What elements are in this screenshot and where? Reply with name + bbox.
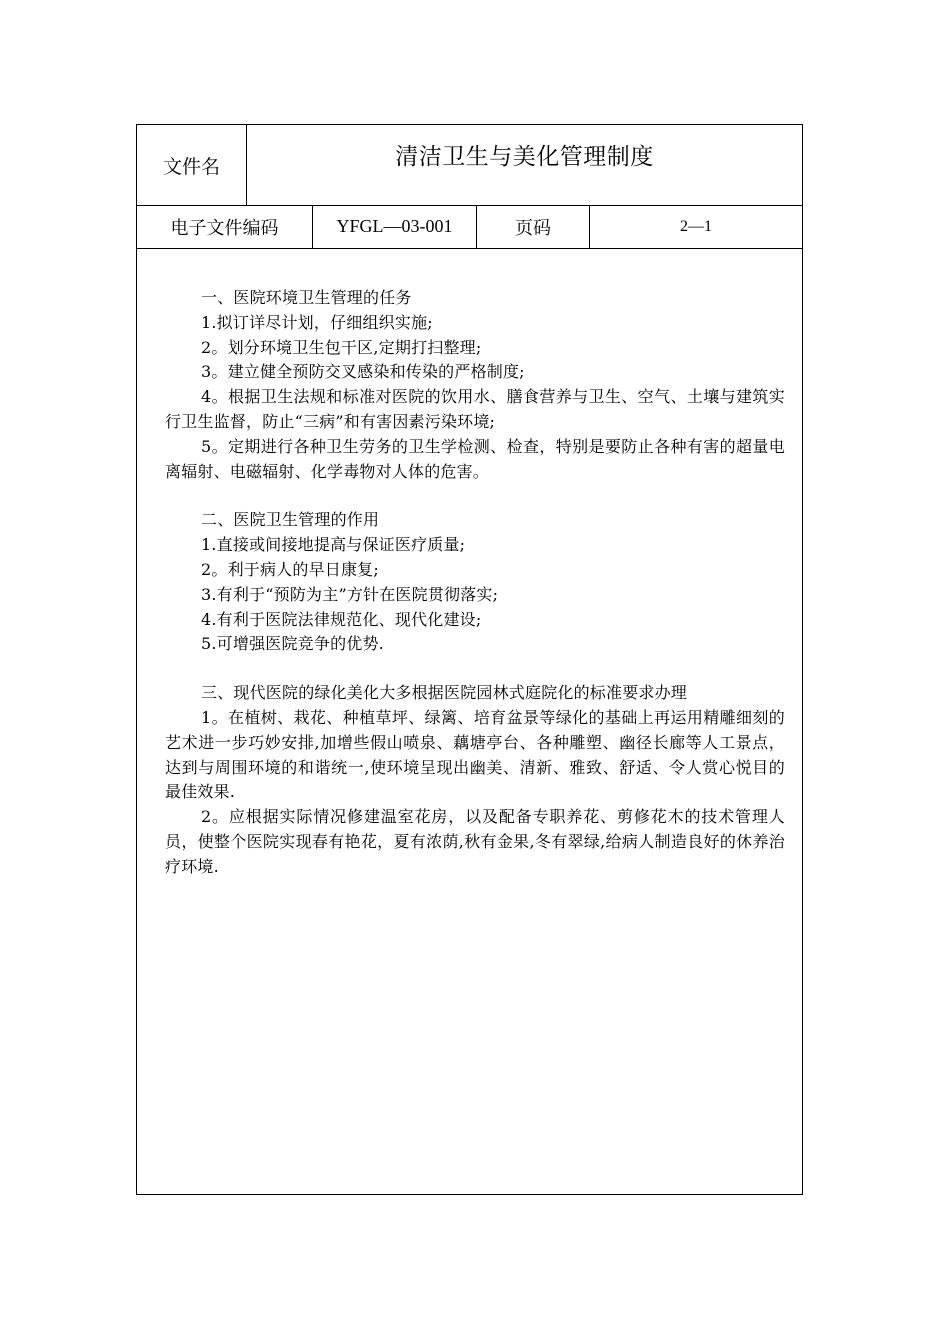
document-body (165, 286, 785, 880)
page-number-value: 2—1 (680, 217, 712, 235)
filename-label: 文件名 (137, 125, 247, 205)
code-row (137, 205, 802, 249)
section-item: 2。划分环境卫生包干区,定期打扫整理; (201, 337, 482, 357)
section-item: 1.拟订详尽计划，仔细组织实施; (201, 312, 433, 332)
section-task (165, 286, 785, 484)
header-row (137, 125, 802, 206)
section-item: 3。建立健全预防交叉感染和传染的严格制度; (201, 362, 525, 382)
document-title: 清洁卫生与美化管理制度 (395, 143, 654, 170)
section-heading: 二、医院卫生管理的作用 (201, 510, 380, 530)
section-item: 4。根据卫生法规和标准对医院的饮用水、膳食营养与卫生、空气、土壤与建筑实行卫生监督，防止“三病”和有害因素污染环境; (165, 387, 785, 431)
section-item: 2。应根据实际情况修建温室花房，以及配备专职养花、剪修花木的技术管理人员，使整个医院实现春有艳花，夏有浓荫,秋有金果,冬有翠绿,给病人制造良好的休养治疗环境. (165, 807, 785, 876)
section-heading: 三、现代医院的绿化美化大多根据医院园林式庭院化的标准要求办理 (201, 683, 688, 703)
section-role (165, 508, 785, 657)
file-code-value: YFGL—03-001 (313, 205, 477, 248)
section-item: 3.有利于“预防为主”方针在医院贯彻落实; (201, 584, 499, 604)
section-item: 5。定期进行各种卫生劳务的卫生学检测、检查，特别是要防止各种有害的超量电离辐射、电磁辐射、化学毒物对人体的危害。 (165, 436, 785, 481)
section-item: 4.有利于医院法律规范化、现代化建设; (201, 609, 482, 629)
section-item: 1。在植树、栽花、种植草坪、绿篱、培育盆景等绿化的基础上再运用精雕细刻的艺术进一步巧妙安排,加增些假山喷泉、藕塘亭台、各种雕塑、幽径长廊等人工景点，达到与周围环境的和谐统一,使环境呈现出幽美、清新、雅致、舒适、令人赏心悦目的最佳效果. (165, 707, 785, 802)
section-greening (165, 681, 785, 879)
section-heading: 一、医院环境卫生管理的任务 (201, 288, 412, 307)
section-item: 2。利于病人的早日康复; (201, 559, 379, 579)
section-item: 5.可增强医院竞争的优势. (201, 634, 384, 654)
page-number-label: 页码 (477, 205, 590, 248)
file-code-label: 电子文件编码 (137, 205, 313, 248)
section-item: 1.直接或间接地提高与保证医疗质量; (201, 535, 466, 555)
